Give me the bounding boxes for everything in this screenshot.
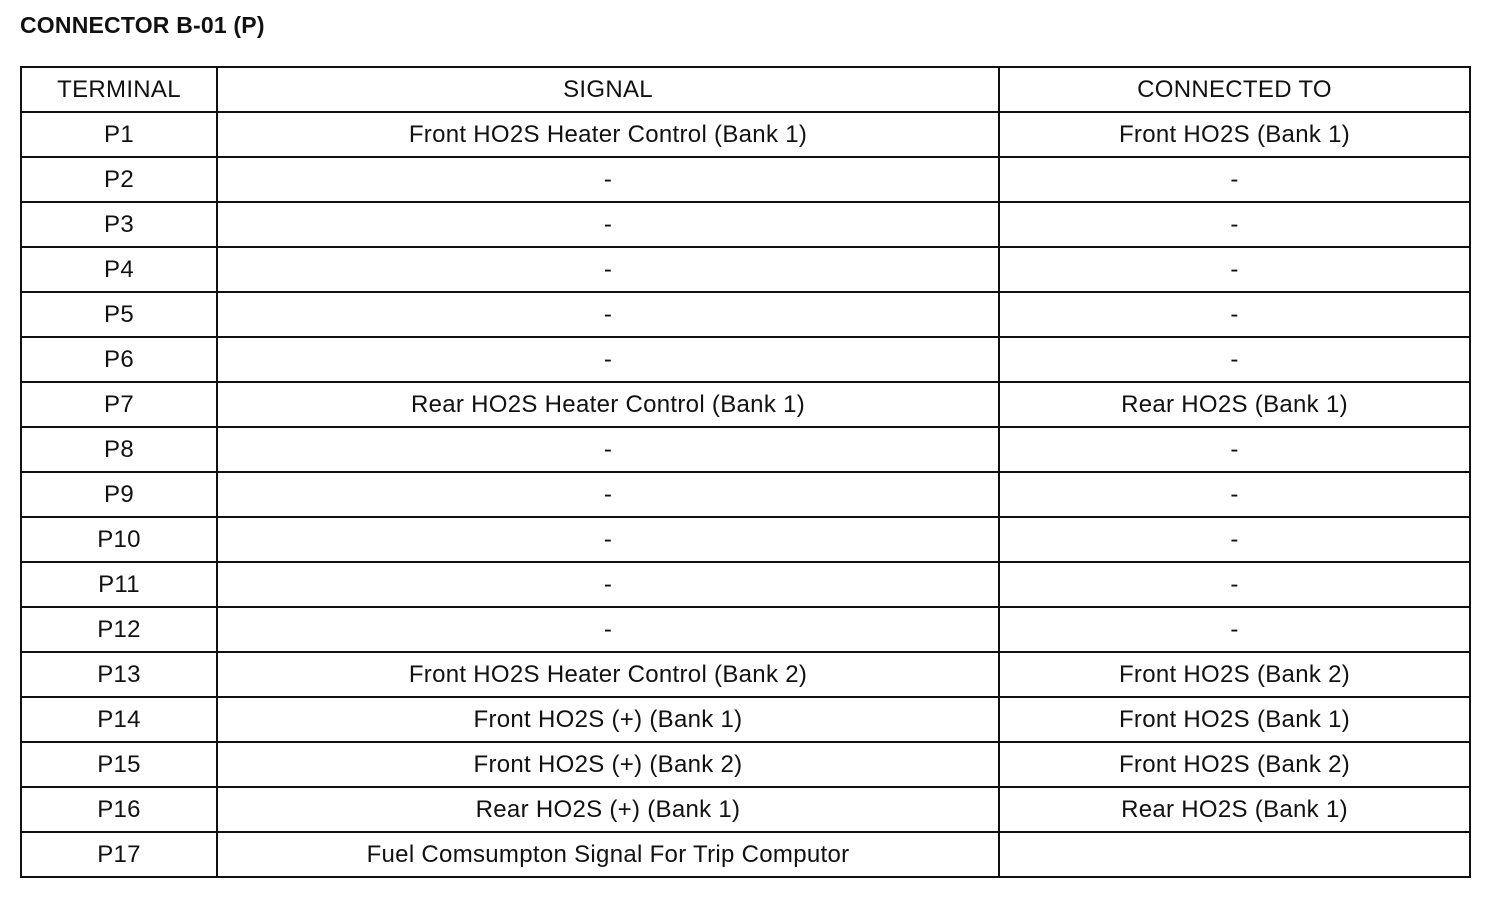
signal-cell: -: [217, 562, 999, 607]
table-row: [21, 787, 1470, 832]
terminal-cell: P13: [21, 652, 217, 697]
terminal-cell: P1: [21, 112, 217, 157]
terminal-cell: P15: [21, 742, 217, 787]
connected-to-cell: -: [999, 517, 1470, 562]
table-row: [21, 337, 1470, 382]
signal-cell: Front HO2S Heater Control (Bank 2): [217, 652, 999, 697]
terminal-cell: P2: [21, 157, 217, 202]
table-row: [21, 607, 1470, 652]
table-row: [21, 292, 1470, 337]
signal-cell: Rear HO2S (+) (Bank 1): [217, 787, 999, 832]
connected-to-cell: Front HO2S (Bank 2): [999, 652, 1470, 697]
connected-to-cell: Front HO2S (Bank 1): [999, 697, 1470, 742]
signal-cell: -: [217, 607, 999, 652]
connected-to-cell: -: [999, 607, 1470, 652]
table-row: [21, 517, 1470, 562]
table-row: [21, 112, 1470, 157]
signal-cell: Rear HO2S Heater Control (Bank 1): [217, 382, 999, 427]
terminal-cell: P4: [21, 247, 217, 292]
connected-to-cell: -: [999, 427, 1470, 472]
signal-cell: -: [217, 292, 999, 337]
connected-to-cell: Rear HO2S (Bank 1): [999, 787, 1470, 832]
signal-cell: -: [217, 337, 999, 382]
terminal-cell: P12: [21, 607, 217, 652]
connected-to-cell: Front HO2S (Bank 1): [999, 112, 1470, 157]
terminal-cell: P11: [21, 562, 217, 607]
signal-cell: -: [217, 202, 999, 247]
terminal-cell: P17: [21, 832, 217, 877]
signal-cell: Fuel Comsumpton Signal For Trip Computor: [217, 832, 999, 877]
terminal-cell: P5: [21, 292, 217, 337]
table-row: [21, 832, 1470, 877]
connected-to-cell: -: [999, 202, 1470, 247]
connector-pin-table: [20, 66, 1471, 878]
signal-cell: -: [217, 157, 999, 202]
terminal-cell: P10: [21, 517, 217, 562]
header-connected-to: CONNECTED TO: [999, 67, 1470, 112]
signal-cell: -: [217, 247, 999, 292]
connected-to-cell: -: [999, 157, 1470, 202]
signal-cell: -: [217, 517, 999, 562]
terminal-cell: P6: [21, 337, 217, 382]
terminal-cell: P9: [21, 472, 217, 517]
connector-title: CONNECTOR B-01 (P): [20, 12, 265, 38]
table-row: [21, 697, 1470, 742]
terminal-cell: P7: [21, 382, 217, 427]
terminal-cell: P16: [21, 787, 217, 832]
table-row: [21, 742, 1470, 787]
connected-to-cell: -: [999, 292, 1470, 337]
table-row: [21, 157, 1470, 202]
table-row: [21, 382, 1470, 427]
table-row: [21, 202, 1470, 247]
table-row: [21, 427, 1470, 472]
signal-cell: Front HO2S (+) (Bank 1): [217, 697, 999, 742]
connected-to-cell: Rear HO2S (Bank 1): [999, 382, 1470, 427]
signal-cell: -: [217, 427, 999, 472]
terminal-cell: P14: [21, 697, 217, 742]
table-row: [21, 247, 1470, 292]
header-terminal: TERMINAL: [21, 67, 217, 112]
connected-to-cell: -: [999, 562, 1470, 607]
table-header-row: [21, 67, 1470, 112]
table-row: [21, 562, 1470, 607]
terminal-cell: P8: [21, 427, 217, 472]
terminal-cell: P3: [21, 202, 217, 247]
connected-to-cell: Front HO2S (Bank 2): [999, 742, 1470, 787]
signal-cell: Front HO2S (+) (Bank 2): [217, 742, 999, 787]
connected-to-cell: -: [999, 337, 1470, 382]
table-row: [21, 472, 1470, 517]
signal-cell: Front HO2S Heater Control (Bank 1): [217, 112, 999, 157]
connected-to-cell: -: [999, 472, 1470, 517]
table-row: [21, 652, 1470, 697]
signal-cell: -: [217, 472, 999, 517]
connected-to-cell: -: [999, 247, 1470, 292]
header-signal: SIGNAL: [217, 67, 999, 112]
connected-to-cell: [999, 832, 1470, 877]
